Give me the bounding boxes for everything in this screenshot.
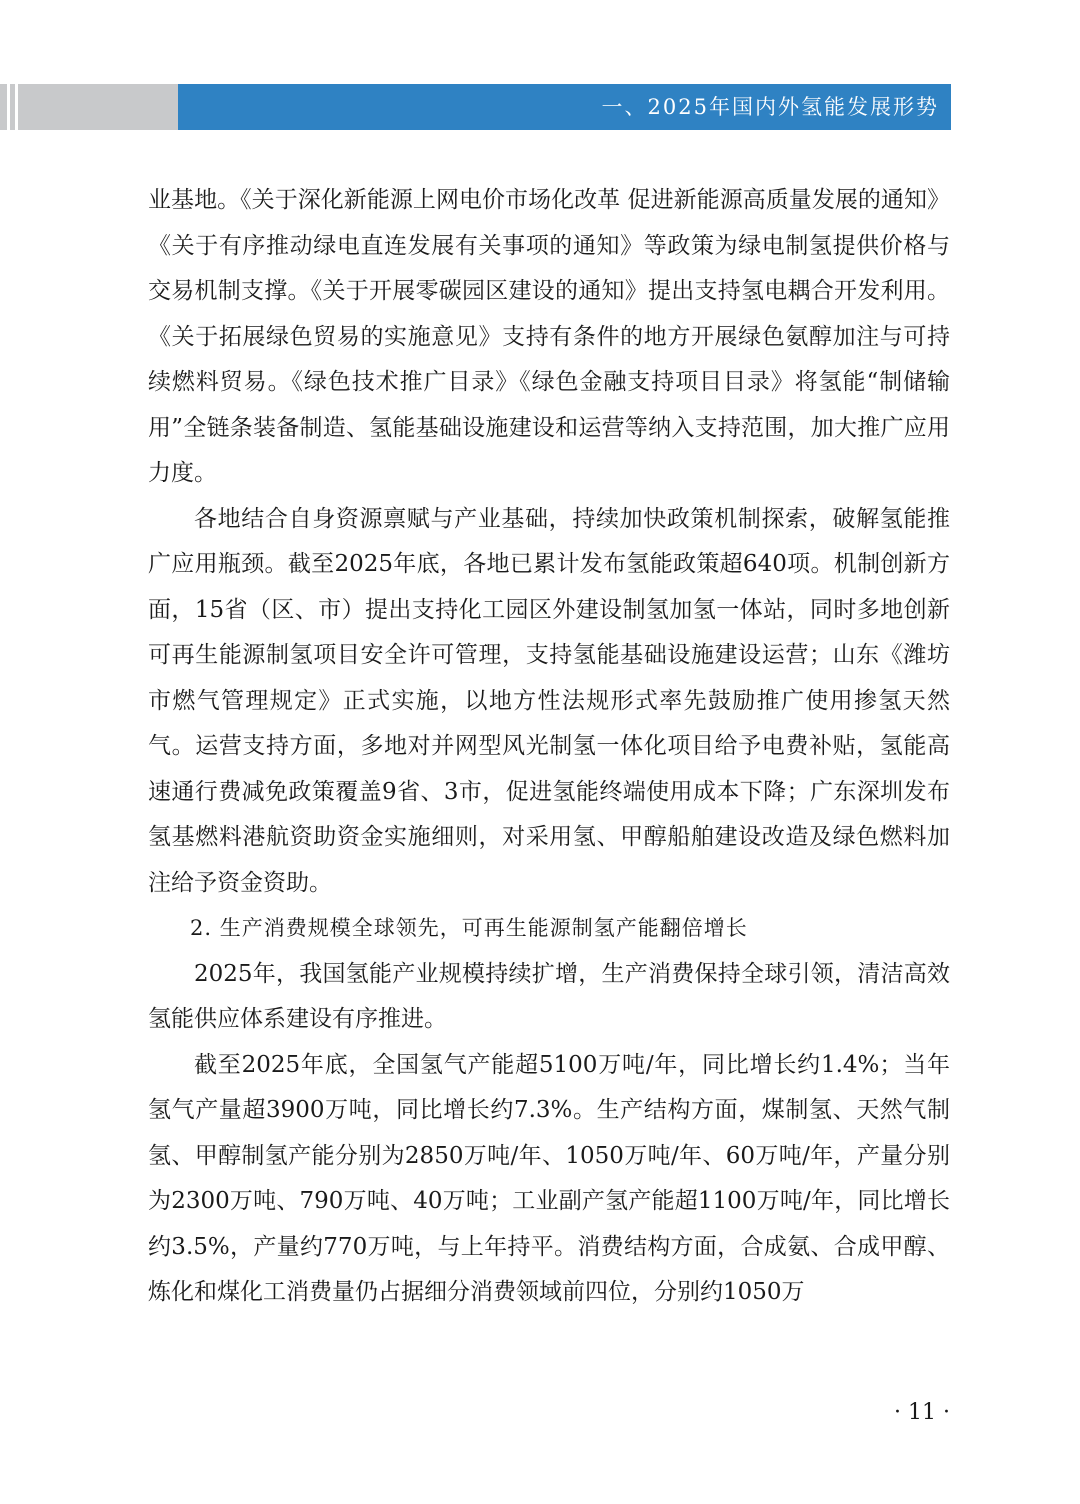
paragraph: 各地结合自身资源禀赋与产业基础，持续加快政策机制探索，破解氢能推广应用瓶颈。截至2025年底，各地已累计发布氢能政策超640项。机制创新方面，15省（区、市）提出支持化工园区外建设制氢加氢一体站，同时多地创新可再生能源制氢项目安全许可管理，支持氢能基础设施建设运营；山东《潍坊市燃气管理规定》正式实施，以地方性法规形式率先鼓励推广使用掺氢天然气。运营支持方面，多地对并网型风光制氢一体化项目给予电费补贴，氢能高速通行费减免政策覆盖9省、3市，促进氢能终端使用成本下降；广东深圳发布氢基燃料港航资助资金实施细则，对采用氢、甲醇船舶建设改造及绿色燃料加注给予资金资助。	[148, 505, 950, 896]
paragraph: 2025年，我国氢能产业规模持续扩增，生产消费保持全球引领，清洁高效氢能供应体系建设有序推进。	[148, 960, 950, 1032]
header-stripe	[7, 84, 10, 130]
chapter-title: 一、2025年国内外氢能发展形势	[601, 95, 939, 119]
header-stripe	[15, 84, 18, 130]
header-gray-block	[0, 84, 178, 130]
section-subheading: 2. 生产消费规模全球领先，可再生能源制氢产能翻倍增长	[190, 916, 748, 940]
paragraph: 截至2025年底，全国氢气产能超5100万吨/年，同比增长约1.4%；当年氢气产量超3900万吨，同比增长约7.3%。生产结构方面，煤制氢、天然气制氢、甲醇制氢产能分别为2850万吨/年、1050万吨/年、60万吨/年，产量分别为2300万吨、790万吨、40万吨；工业副产氢产能超1100万吨/年，同比增长约3.5%，产量约770万吨，与上年持平。消费结构方面，合成氨、合成甲醇、炼化和煤化工消费量仍占据细分消费领域前四位，分别约1050万	[148, 1051, 950, 1305]
body-text	[148, 178, 950, 1316]
page-number: · 11 ·	[894, 1400, 950, 1425]
running-header	[0, 84, 951, 130]
paragraph: 业基地。《关于深化新能源上网电价市场化改革 促进新能源高质量发展的通知》《关于有序推动绿电直连发展有关事项的通知》等政策为绿电制氢提供价格与交易机制支撑。《关于开展零碳园区建设的通知》提出支持氢电耦合开发利用。《关于拓展绿色贸易的实施意见》支持有条件的地方开展绿色氨醇加注与可持续燃料贸易。《绿色技术推广目录》《绿色金融支持项目目录》将氢能“制储输用”全链条装备制造、氢能基础设施建设和运营等纳入支持范围，加大推广应用力度。	[148, 187, 950, 486]
header-blue-bar	[178, 84, 951, 130]
